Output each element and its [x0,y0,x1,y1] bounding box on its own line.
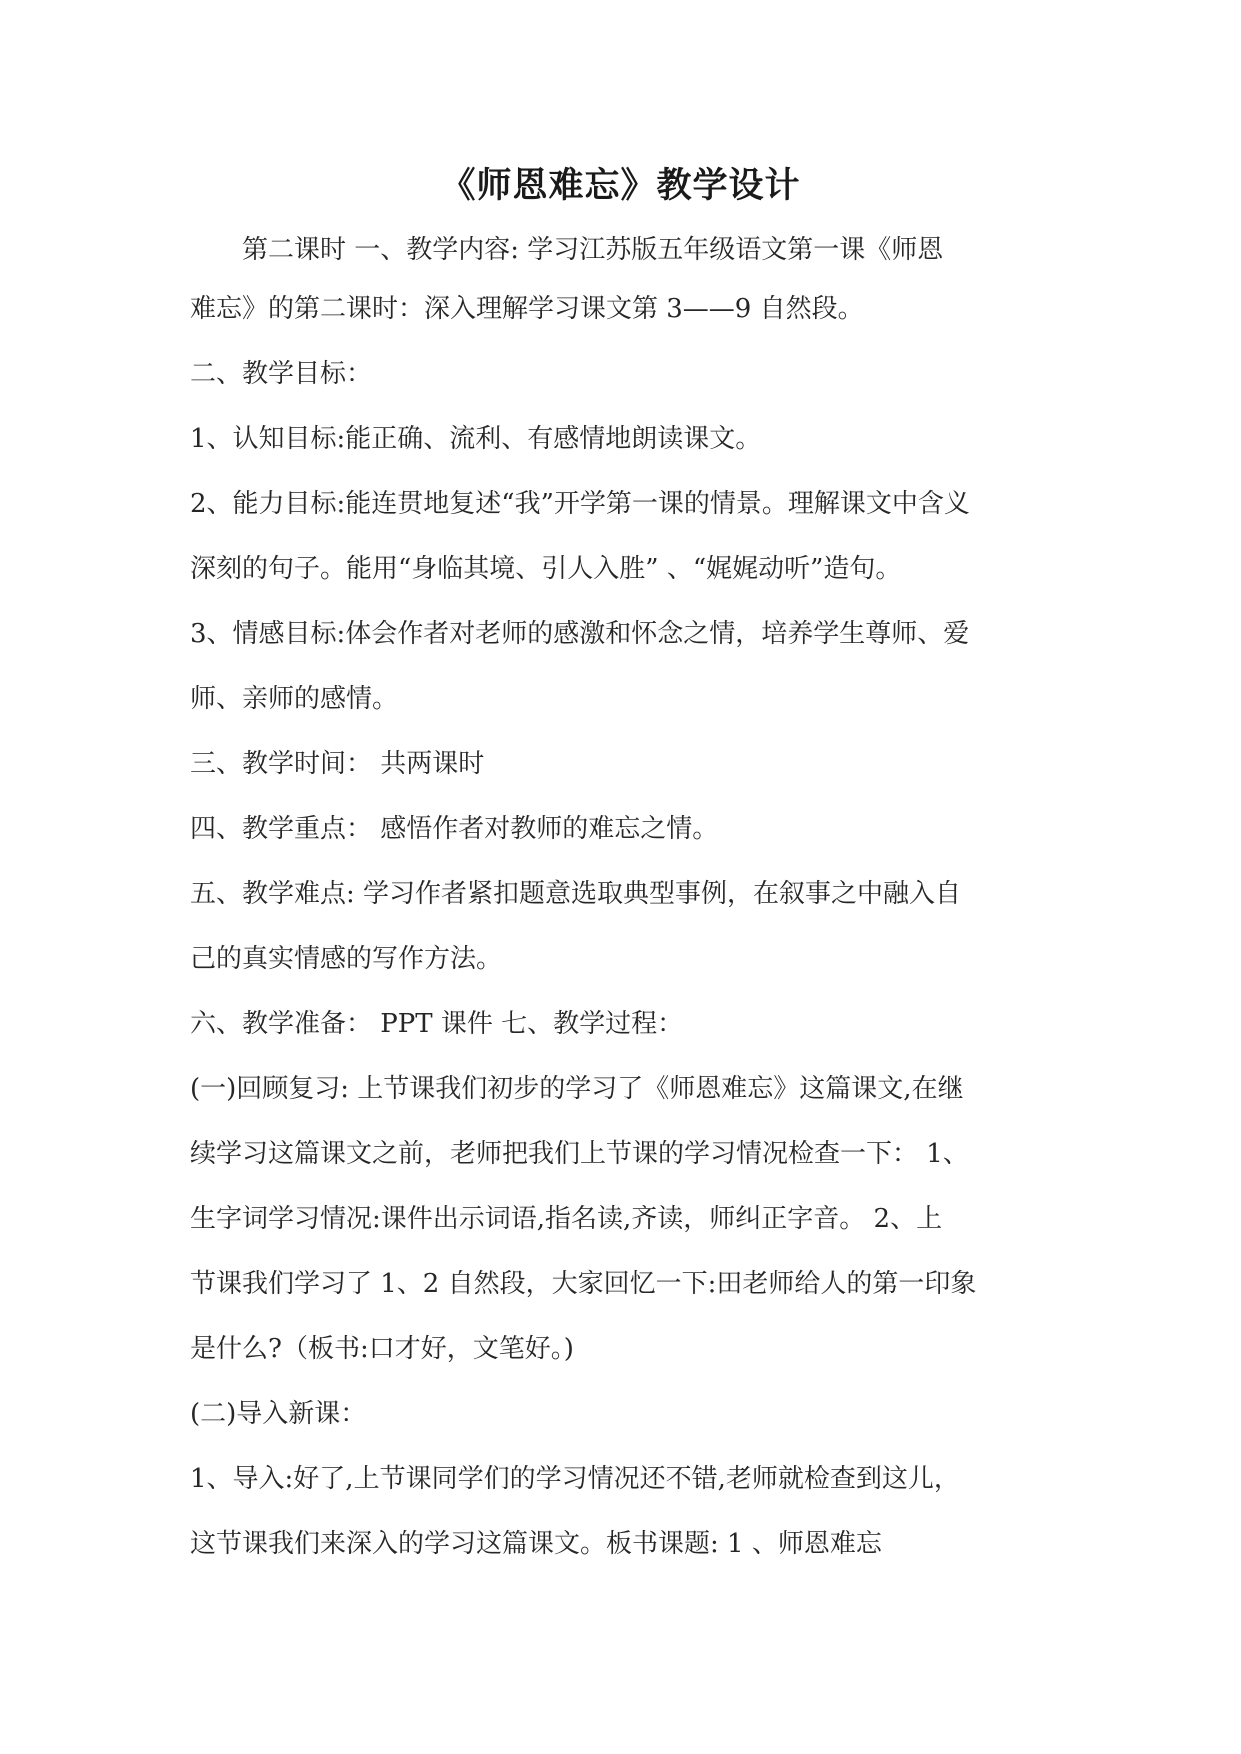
paragraph-line: 三、教学时间： 共两课时 [190,749,485,779]
paragraph-line: 是什么?（板书:口才好，文笔好。) [190,1334,574,1364]
paragraph-line: 1、导入:好了,上节课同学们的学习情况还不错,老师就检查到这儿， [190,1464,960,1494]
paragraph-line: 深刻的句子。能用“身临其境、引人入胜” 、“娓娓动听”造句。 [190,554,902,584]
paragraph-line: 3、情感目标:体会作者对老师的感激和怀念之情，培养学生尊师、爱 [190,619,970,649]
paragraph-line: 五、教学难点: 学习作者紧扣题意选取典型事例，在叙事之中融入自 [190,879,962,909]
paragraph-line: (一)回顾复习: 上节课我们初步的学习了《师恩难忘》这篇课文,在继 [190,1074,964,1104]
paragraph-line: 1、认知目标:能正确、流利、有感情地朗读课文。 [190,424,762,454]
paragraph-line: 己的真实情感的写作方法。 [190,944,503,974]
paragraph-line: 六、教学准备： PPT 课件 七、教学过程： [190,1009,684,1039]
paragraph-line: (二)导入新课： [190,1399,367,1429]
paragraph-line: 第二课时 一、教学内容: 学习江苏版五年级语文第一课《师恩 [190,235,944,265]
paragraph-line: 2、能力目标:能连贯地复述“我”开学第一课的情景。理解课文中含义 [190,489,970,519]
paragraph-line: 生字词学习情况:课件出示词语,指名读,齐读，师纠正字音。 2、上 [190,1204,943,1234]
paragraph-line: 师、亲师的感情。 [190,684,399,714]
paragraph-line: 二、教学目标： [190,359,373,389]
paragraph-line: 节课我们学习了 1、2 自然段，大家回忆一下:田老师给人的第一印象 [190,1269,977,1299]
paragraph-line: 难忘》的第二课时：深入理解学习课文第 3——9 自然段。 [190,294,864,324]
document-title: 《师恩难忘》教学设计 [440,165,801,206]
paragraph-line: 续学习这篇课文之前，老师把我们上节课的学习情况检查一下： 1、 [190,1139,969,1169]
paragraph-line: 四、教学重点： 感悟作者对教师的难忘之情。 [190,814,719,844]
paragraph-line: 这节课我们来深入的学习这篇课文。板书课题: 1 、师恩难忘 [190,1529,882,1559]
